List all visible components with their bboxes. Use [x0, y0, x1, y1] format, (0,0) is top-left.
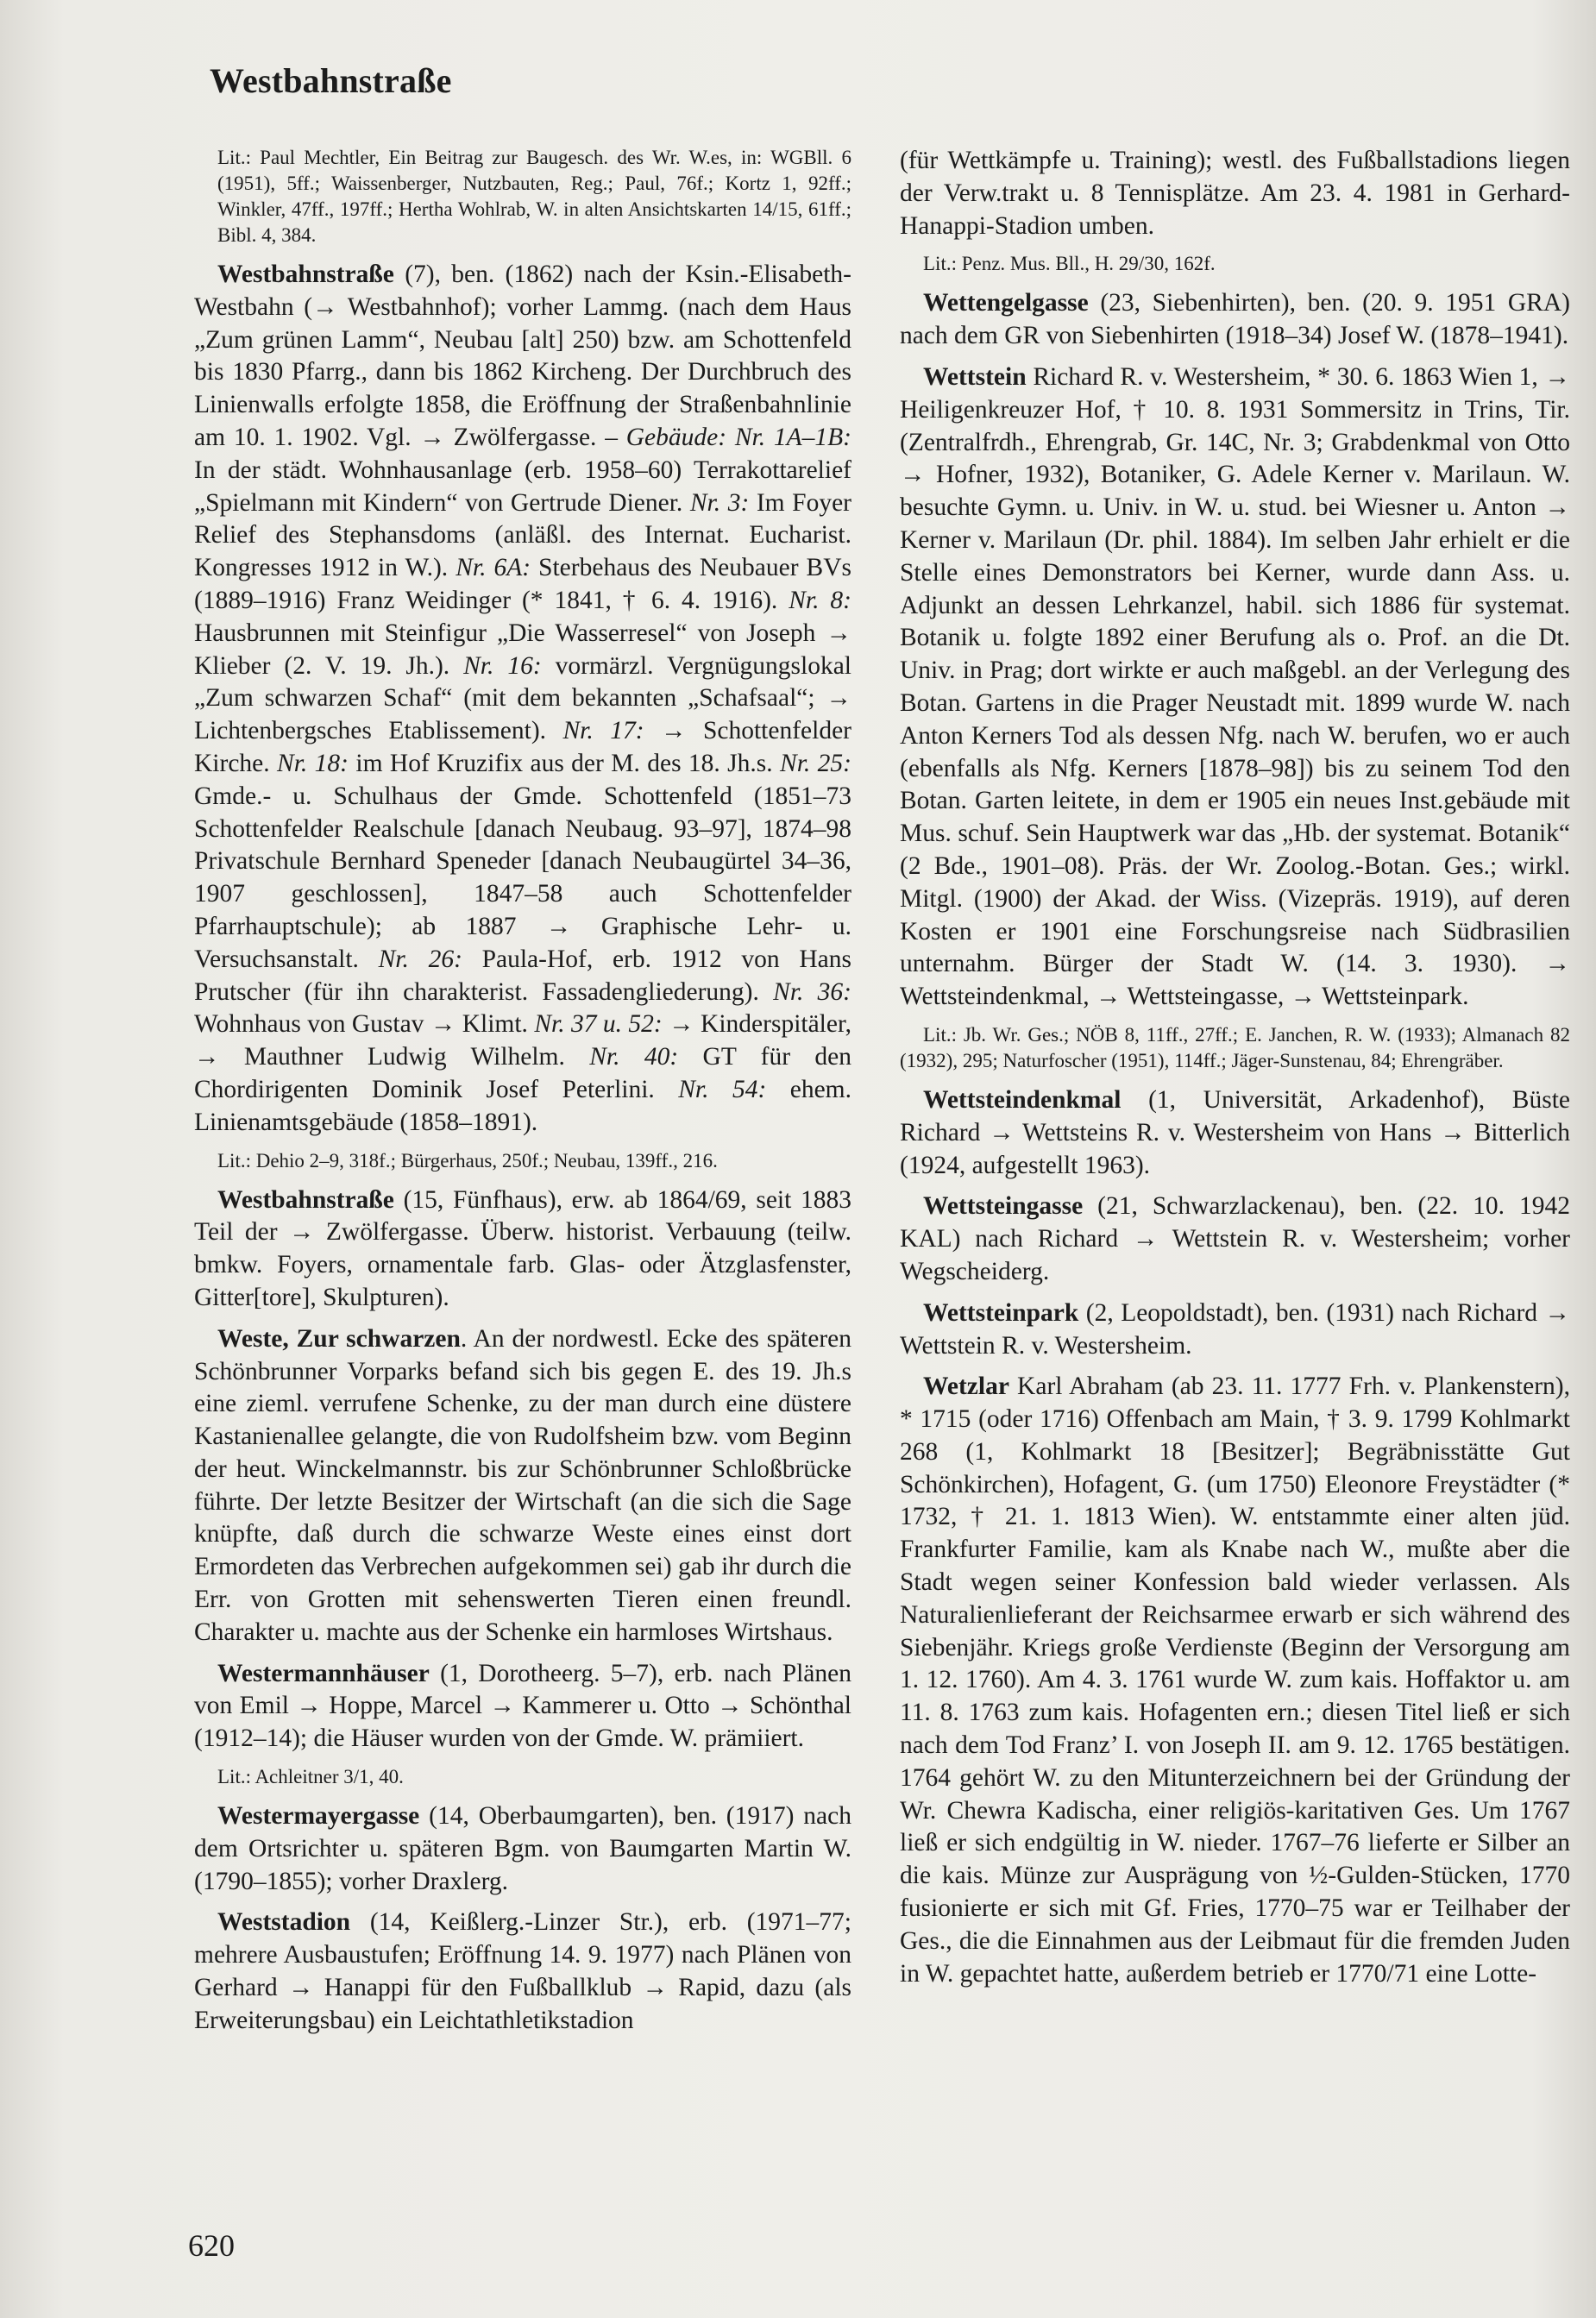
entry-text: (2, Leopoldstadt), ben. (1931) nach Richard → Wettstein R. v. Westersheim.: [900, 1298, 1570, 1360]
entry-text: (1, Universität, Arkadenhof), Büste Richard → Wettsteins R. v. Westersheim von Hans → Bitterlich (1924, aufgestellt 1963).: [900, 1085, 1570, 1179]
entry-text: (1, Dorotheerg. 5–7), erb. nach Plänen von Emil → Hoppe, Marcel → Kammerer u. Otto → Schönthal (1912–14); die Häuser wurden von der Gmde. W. prämiiert.: [194, 1659, 851, 1753]
entry-text: (21, Schwarzlackenau), ben. (22. 10. 1942 KAL) nach Richard → Wettstein R. v. Westersheim; vorher Wegscheiderg.: [900, 1192, 1570, 1285]
entry-westermannhaeuser: [194, 1658, 851, 1756]
entry-weste-zur-schwarzen: [194, 1323, 851, 1649]
literature-note: Lit.: Dehio 2–9, 318f.; Bürgerhaus, 250f.; Neubau, 139ff., 216.: [217, 1149, 718, 1172]
entry-text: (14, Oberbaumgarten), ben. (1917) nach dem Ortsrichter u. späteren Bgm. von Baumgarten Martin W. (1790–1855); vorher Draxlerg.: [194, 1802, 851, 1895]
entry-text: (15, Fünfhaus), erw. ab 1864/69, seit 1883 Teil der → Zwölfergasse. Überw. historist. Verbauung (teilw. bmkw. Foyers, ornamentale farb. Glas- oder Ätzglasfenster, Gitter[tore], Skulpturen).: [194, 1185, 851, 1311]
entry-lemma: Wettengelgasse: [923, 289, 1089, 317]
entry-text: (23, Siebenhirten), ben. (20. 9. 1951 GRA) nach dem GR von Siebenhirten (1918–34) Josef W. (1878–1941).: [900, 289, 1570, 350]
entry-text: (14, Keißlerg.-Linzer Str.), erb. (1971–77; mehrere Ausbaustufen; Eröffnung 14. 9. 1977) nach Plänen von Gerhard → Hanappi für den Fußballklub → Rapid, dazu (als Erweiterungsbau) ein Leichtathletikstadion: [194, 1908, 851, 2034]
page-number: 620: [188, 2228, 235, 2263]
running-head: Westbahnstraße: [210, 61, 452, 100]
entry-text: . An der nordwestl. Ecke des späteren Schönbrunner Vorparks befand sich bis gegen E. des 19. Jh.s eine zieml. verrufene Schenke, zu der man durch eine düstere Kastanienallee gelangte, die von Rudolfsheim bzw. vom Beginn der heut. Winckelmannstr. bis zur Schönbrunner Schloßbrücke führte. Der letzte Besitzer der Wirtschaft (an die sich die Sage knüpfte, daß durch die schwarze Weste eines einst dort Ermordeten das Verbrechen aufgekommen sei) gab ihr durch die Err. von Grotten mit sehenswerten Tieren einen freundl. Charakter u. machte aus der Schenke ein harmloses Wirtshaus.: [194, 1324, 851, 1646]
entry-lemma: Wettsteingasse: [923, 1192, 1084, 1221]
entry-lemma: Weststadion: [217, 1908, 351, 1937]
entry-westermayergasse: [194, 1800, 851, 1898]
entry-wettstein: [900, 361, 1570, 1014]
literature-note: Lit.: Paul Mechtler, Ein Beitrag zur Baugesch. des Wr. W.es, in: WGBll. 6 (1951), 5ff.; Waissenberger, Nutzbauten, Reg.; Paul, 76f.; Kortz 1, 92ff.; Winkler, 47ff., 197ff.; Hertha Wohlrab, W. in alten Ansichtskarten 14/15, 61ff.; Bibl. 4, 384.: [217, 147, 851, 246]
entry-lemma: Wettsteindenkmal: [923, 1085, 1122, 1114]
entry-weststadion: [194, 1907, 851, 2037]
entry-wettsteinpark: [900, 1297, 1570, 1363]
entry-lemma: Wettstein: [923, 362, 1027, 391]
entry-westbahnstrasse-15: [194, 1184, 851, 1315]
entry-wettsteindenkmal: [900, 1084, 1570, 1182]
left-column: [194, 145, 851, 2046]
literature-note: Lit.: Achleitner 3/1, 40.: [217, 1766, 404, 1788]
entry-text: (7), ben. (1862) nach der Ksin.-Elisabeth-Westbahn (→ Westbahnhof); vorher Lammg. (nach dem Haus „Zum grünen Lamm“, Neubau [alt] 250) bzw. am Schottenfeld bis 1830 Pfarrg., dann bis 1862 Kircheng. Der Durchbruch des Linienwalls erfolgte 1858, die Eröffnung der Straßenbahnlinie am 10. 1. 1902. Vgl. → Zwölfergasse. –: [194, 261, 851, 451]
entry-wetzlar: [900, 1371, 1570, 1990]
entry-continuation: (für Wettkämpfe u. Training); westl. des Fußballstadions liegen der Verw.trakt u. 8 Tennisplätze. Am 23. 4. 1981 in Gerhard-Hanappi-Stadion umben.: [900, 147, 1570, 240]
entry-lemma: Wetzlar: [923, 1373, 1009, 1401]
literature-note: Lit.: Penz. Mus. Bll., H. 29/30, 162f.: [923, 253, 1216, 275]
entry-text: Richard R. v. Westersheim, * 30. 6. 1863 Wien 1, → Heiligenkreuzer Hof, † 10. 8. 1931 Sommersitz in Trins, Tir. (Zentralfrdh., Ehrengrab, Gr. 14C, Nr. 3; Grabdenkmal von Otto → Hofner, 1932), Botaniker, G. Adele Kerner v. Marilaun. W. besuchte Gymn. u. Univ. in W. u. stud. bei Wiesner u. Anton → Kerner v. Marilaun (Dr. phil. 1884). Im selben Jahr erhielt er die Stelle eines Demonstrators bei Kerner, wurde dann Ass. u. Adjunkt an dessen Lehrkanzel, habil. sich 1886 für systemat. Botanik u. folgte 1892 einer Berufung als o. Prof. an die Dt. Univ. in Prag; dort wirkte er auch maßgebl. an der Verlegung des Botan. Gartens in die Prager Neustadt mit. 1899 wurde W. nach Anton Kerners Tod als dessen Nfg. nach W. berufen, wo er auch (ebenfalls als Nfg. Kerners [1878–98]) bis zu seinem Tod den Botan. Garten leitete, in dem er 1905 ein neues Inst.gebäude mit Mus. schuf. Sein Hauptwerk war das „Hb. der systemat. Botanik“ (2 Bde., 1901–08). Präs. der Wr. Zoolog.-Botan. Ges.; wirkl. Mitgl. (1900) der Akad. der Wiss. (Vizepräs. 1919), auf deren Kosten er 1901 eine Forschungsreise nach Südbrasilien unternahm. Bürger der Stadt W. (14. 3. 1930). → Wettsteindenkmal, → Wettsteingasse, → Wettsteinpark.: [900, 362, 1570, 1011]
entry-wettsteingasse: [900, 1190, 1570, 1288]
entry-lemma: Westbahnstraße: [217, 1185, 394, 1214]
entry-lemma: Westermayergasse: [217, 1802, 420, 1831]
entry-wettengelgasse: [900, 287, 1570, 353]
entry-lemma: Weste, Zur schwarzen: [217, 1324, 461, 1353]
literature-note: Lit.: Jb. Wr. Ges.; NÖB 8, 11ff., 27ff.; E. Janchen, R. W. (1933); Almanach 82 (1932), 295; Naturfoscher (1951), 114ff.; Jäger-Sunstenau, 84; Ehrengräber.: [900, 1023, 1570, 1071]
entry-lemma: Wettsteinpark: [923, 1298, 1079, 1327]
entry-text: Karl Abraham (ab 23. 11. 1777 Frh. v. Plankenstern), * 1715 (oder 1716) Offenbach am Main, † 3. 9. 1799 Kohlmarkt 268 (1, Kohlmarkt 18 [Besitzer]; Begräbnisstätte Gut Schönkirchen), Hofagent, G. (um 1750) Eleonore Freystädter (* 1732, † 21. 1. 1813 Wien). W. entstammte einer alten jüd. Frankfurter Familie, kam als Knabe nach W., mußte aber die Stadt wegen seiner Konfession bald wieder verlassen. Als Naturalienlieferant der Reichsarmee erwarb er sich während des Siebenjähr. Kriegs große Verdienste (Beginn der Versorgung am 1. 12. 1760). Am 4. 3. 1761 wurde W. zum kais. Hoffaktor u. am 11. 8. 1763 zum kais. Hofagenten ern.; diesen Titel ließ er sich nach dem Tod Franz’ I. von Joseph II. am 9. 12. 1765 bestätigen. 1764 gehört W. zu den Mitunterzeichnern bei der Gründung der Wr. Chewra Kadischa, einer religiös-karitativen Ges. Um 1767 ließ er sich endgültig in W. nieder. 1767–76 lieferte er Silber an die kais. Münze zur Ausprägung von ½-Gulden-Stücken, 1770 fusionierte er sich mit Gf. Fries, 1770–75 war er Teilhaber der Ges., die die Einnahmen aus der Leibmaut für die fremden Juden in W. gepachtet hatte, außerdem betrieb er 1770/71 eine Lotte-: [900, 1373, 1570, 1988]
entry-lemma: Westbahnstraße: [217, 261, 394, 288]
right-column: [900, 145, 1570, 1999]
entry-lemma: Westermannhäuser: [217, 1659, 430, 1687]
entry-westbahnstrasse-7: Westbahnstraße (7), ben. (1862) nach der Ksin.-Elisabeth-Westbahn (→ Westbahnhof); vorher Lammg. (nach dem Haus „Zum grünen Lamm“, Neubau [alt] 250) bzw. am Schottenfeld bis 1830 Pfarrg., dann bis 1862 Kircheng. Der Durchbruch des Linienwalls erfolgte 1858, die Eröffnung der Straßenbahnlinie am 10. 1. 1902. Vgl. → Zwölfergasse. – Gebäude: Nr. 1A–1B: In der städt. Wohnhausanlage (erb. 1958–60) Terrakottarelief „Spielmann mit Kindern“ von Gertrude Diener. Nr. 3: Im Foyer Relief des Stephansdoms (anläßl. des Internat. Eucharist. Kongresses 1912 in W.). Nr. 6A: Sterbehaus des Neubauer BVs (1889–1916) Franz Weidinger (* 1841, † 6. 4. 1916). Nr. 8: Hausbrunnen mit Steinfigur „Die Wasserresel“ von Joseph → Klieber (2. V. 19. Jh.). Nr. 16: vormärzl. Vergnügungslokal „Zum schwarzen Schaf“ (mit dem bekannten „Schafsaal“; → Lichtenbergsches Etablissement). Nr. 17: → Schottenfelder Kirche. Nr. 18: im Hof Kruzifix aus der M. des 18. Jh.s. Nr. 25: Gmde.- u. Schulhaus der Gmde. Schottenfeld (1851–73 Schottenfelder Realschule [danach Neubaug. 93–97], 1874–98 Privatschule Bernhard Speneder [danach Neubaugürtel 34–36, 1907 geschlossen], 1847–58 auch Schottenfelder Pfarrhauptschule); ab 1887 → Graphische Lehr- u. Versuchsanstalt. Nr. 26: Paula-Hof, erb. 1912 von Hans Prutscher (für ihn charakterist. Fassadengliederung). Nr. 36: Wohnhaus von Gustav → Klimt. Nr. 37 u. 52: → Kinderspitäler, → Mauthner Ludwig Wilhelm. Nr. 40: GT für den Chordirigenten Dominik Josef Peterlini. Nr. 54: ehem. Linienamtsgebäude (1858–1891).: [194, 261, 852, 1136]
